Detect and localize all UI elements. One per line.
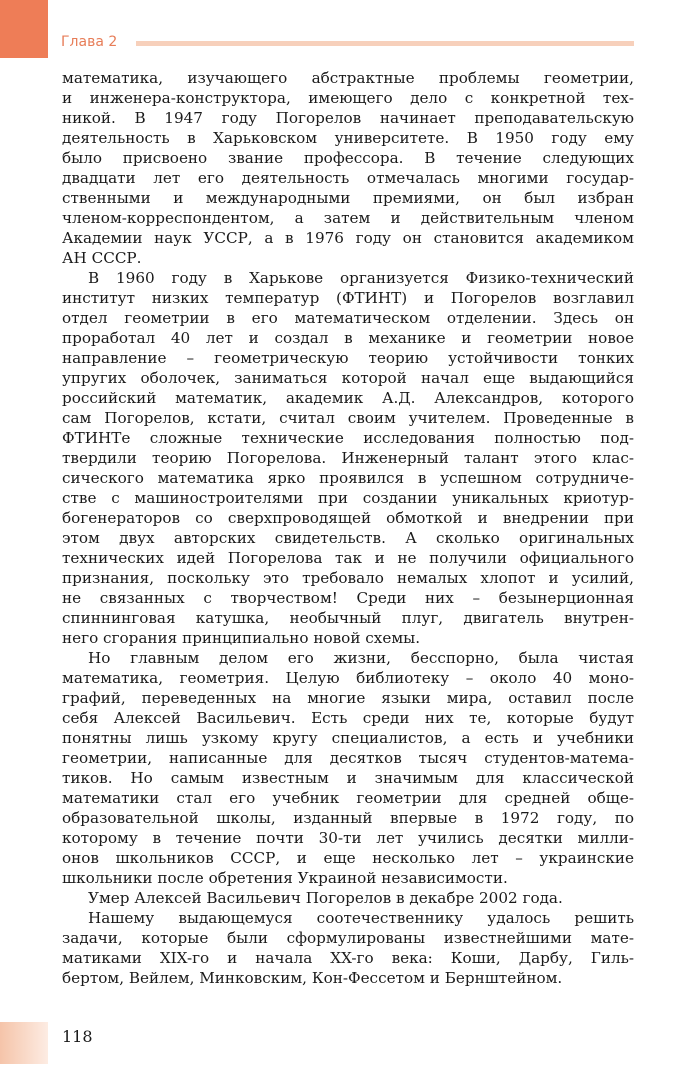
text-line: себя Алексей Васильевич. Есть среди них те, которые будут xyxy=(62,709,634,727)
text-line: богенераторов со сверхпроводящей обмоткой и внедрении при xyxy=(62,509,634,527)
text-line: задачи, которые были сформулированы известнейшими мате- xyxy=(62,929,634,947)
text-line: этом двух авторских свидетельств. А сколько оригинальных xyxy=(62,529,634,547)
text-line: Нашему выдающемуся соотечественнику удалось решить xyxy=(88,909,634,927)
text-line: тиков. Но самым известным и значимым для классической xyxy=(62,769,634,787)
text-line: сического математика ярко проявился в успешном сотрудниче- xyxy=(62,469,634,487)
text-line: упругих оболочек, заниматься которой начал еще выдающийся xyxy=(62,369,634,387)
text-line: ФТИНТе сложные технические исследования полностью под- xyxy=(62,429,634,447)
text-line: членом-корреспондентом, а затем и действительным членом xyxy=(62,209,634,227)
text-line: математика, изучающего абстрактные проблемы геометрии, xyxy=(62,69,634,87)
chapter-label: Глава 2 xyxy=(61,34,118,50)
footer-accent-bar xyxy=(0,1022,48,1064)
text-line: матиками XIX-го и начала XX-го века: Коши, Дарбу, Гиль- xyxy=(62,949,634,967)
text-line: отдел геометрии в его математическом отделении. Здесь он xyxy=(62,309,634,327)
paragraph xyxy=(62,268,634,648)
text-line: двадцати лет его деятельность отмечалась многими государ- xyxy=(62,169,634,187)
text-line: геометрии, написанные для десятков тысяч студентов-матема- xyxy=(62,749,634,767)
text-line: Но главным делом его жизни, бесспорно, была чистая xyxy=(88,649,634,667)
text-line: математики стал его учебник геометрии для средней обще- xyxy=(62,789,634,807)
text-line: направление – геометрическую теорию устойчивости тонких xyxy=(62,349,634,367)
text-line: российский математик, академик А.Д. Александров, которого xyxy=(62,389,634,407)
text-line: не связанных с творчеством! Среди них – безынерционная xyxy=(62,589,634,607)
text-line: которому в течение почти 30-ти лет учились десятки милли- xyxy=(62,829,634,847)
chapter-corner-tab xyxy=(0,0,48,58)
text-line: никой. В 1947 году Погорелов начинает преподавательскую xyxy=(62,109,634,127)
paragraph xyxy=(62,68,634,268)
text-line: математика, геометрия. Целую библиотеку – около 40 моно- xyxy=(62,669,634,687)
text-line: Академии наук УССР, а в 1976 году он становится академиком xyxy=(62,229,634,247)
text-line: АН СССР. xyxy=(62,249,142,267)
text-line: образовательной школы, изданный впервые в 1972 году, по xyxy=(62,809,634,827)
text-line: твердили теорию Погорелова. Инженерный талант этого клас- xyxy=(62,449,634,467)
text-line: ственными и международными премиями, он был избран xyxy=(62,189,634,207)
text-line: проработал 40 лет и создал в механике и геометрии новое xyxy=(62,329,634,347)
body-text xyxy=(62,68,634,988)
paragraph xyxy=(62,908,634,988)
text-line: графий, переведенных на многие языки мира, оставил после xyxy=(62,689,634,707)
text-line: бертом, Вейлем, Минковским, Кон-Фессетом и Бернштейном. xyxy=(62,969,563,987)
text-line: институт низких температур (ФТИНТ) и Погорелов возглавил xyxy=(62,289,634,307)
text-line: школьники после обретения Украиной независимости. xyxy=(62,869,508,887)
text-line: стве с машиностроителями при создании уникальных криотур- xyxy=(62,489,634,507)
text-line: деятельность в Харьковском университете. В 1950 году ему xyxy=(62,129,634,147)
text-line: сам Погорелов, кстати, считал своим учителем. Проведенные в xyxy=(62,409,634,427)
header-rule xyxy=(136,41,634,46)
text-line: него сгорания принципиально новой схемы. xyxy=(62,629,421,647)
text-line: было присвоено звание профессора. В течение следующих xyxy=(62,149,634,167)
page-number: 118 xyxy=(62,1027,93,1046)
text-line: понятны лишь узкому кругу специалистов, а есть и учебники xyxy=(62,729,634,747)
text-line: спиннинговая катушка, необычный плуг, двигатель внутрен- xyxy=(62,609,634,627)
paragraph xyxy=(62,648,634,888)
text-line: технических идей Погорелова так и не получили официального xyxy=(62,549,634,567)
text-line: В 1960 году в Харькове организуется Физико-технический xyxy=(88,269,634,287)
text-line: онов школьников СССР, и еще несколько лет – украинские xyxy=(62,849,634,867)
paragraph xyxy=(62,888,634,908)
text-line: и инженера-конструктора, имеющего дело с конкретной тех- xyxy=(62,89,634,107)
text-line: признания, поскольку это требовало немалых хлопот и усилий, xyxy=(62,569,634,587)
text-line: Умер Алексей Васильевич Погорелов в декабре 2002 года. xyxy=(88,889,563,907)
